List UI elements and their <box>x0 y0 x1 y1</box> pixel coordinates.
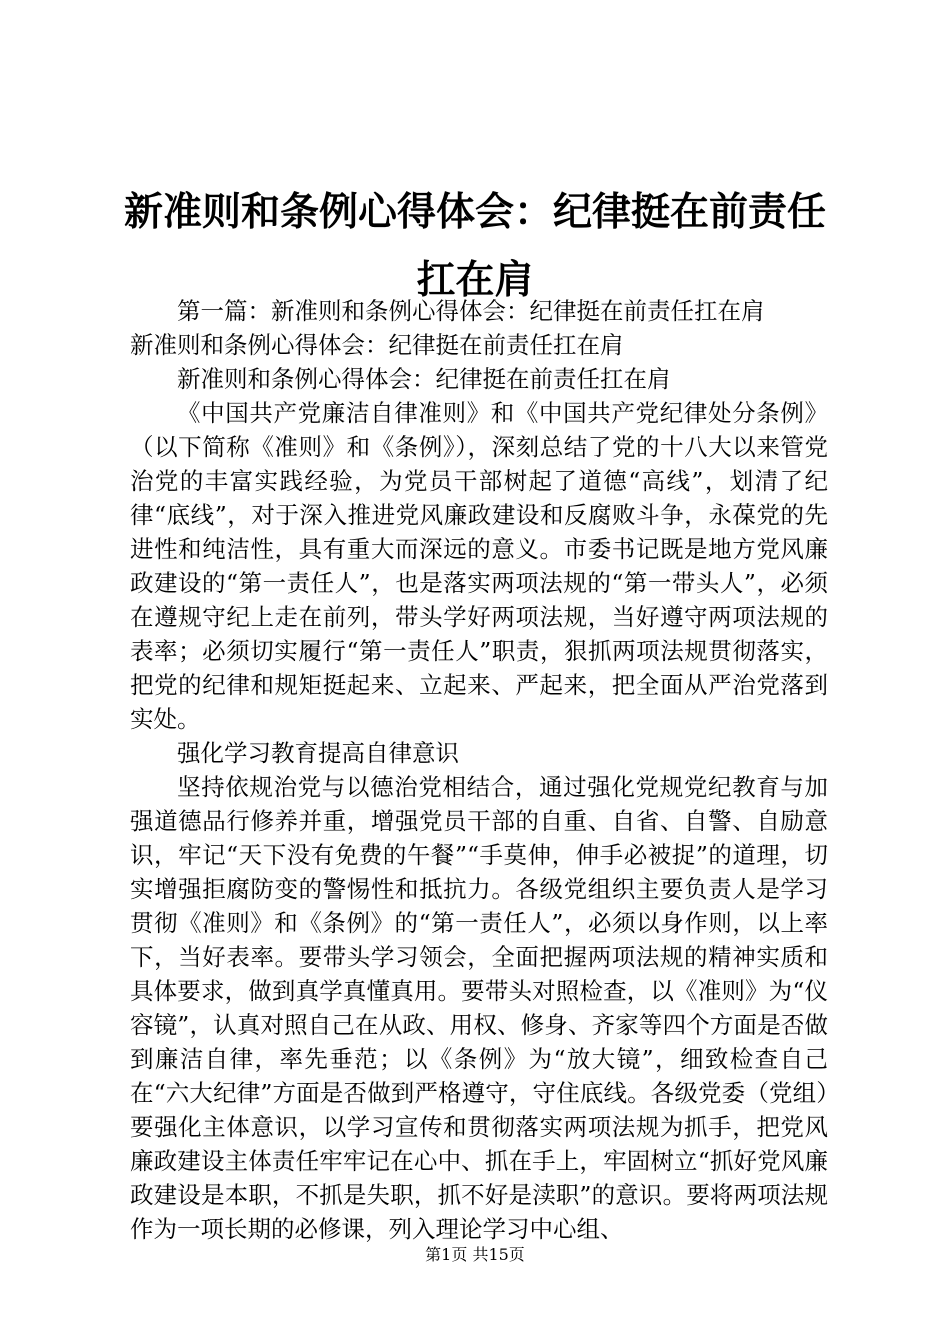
paragraph-subtitle: 新准则和条例心得体会：纪律挺在前责任扛在肩 <box>130 331 624 359</box>
paragraph-section-heading: 第一篇：新准则和条例心得体会：纪律挺在前责任扛在肩 <box>177 297 765 325</box>
document-body <box>130 294 828 1246</box>
page-number: 第1页 共15页 <box>425 1245 525 1264</box>
paragraph-study-body: 坚持依规治党与以德治党相结合，通过强化党规党纪教育与加强道德品行修养并重，增强党员干部的自重、自省、自警、自励意识，牢记“天下没有免费的午餐”“手莫伸，伸手必被捉”的道理，切实增强拒腐防变的警惕性和抵抗力。各级党组织主要负责人是学习贯彻《准则》和《条例》的“第一责任人”，必须以身作则，以上率下，当好表率。要带头学习领会，全面把握两项法规的精神实质和具体要求，做到真学真懂真用。要带头对照检查，以《准则》为“仪容镜”，认真对照自己在从政、用权、修身、齐家等四个方面是否做到廉洁自律，率先垂范；以《条例》为“放大镜”，细致检查自己在“六大纪律”方面是否做到严格遵守，守住底线。各级党委（党组）要强化主体意识，以学习宣传和贯彻落实两项法规为抓手，把党风廉政建设主体责任牢牢记在心中、抓在手上，牢固树立“抓好党风廉政建设是本职，不抓是失职，抓不好是渎职”的意识。要将两项法规作为一项长期的必修课，列入理论学习中心组、 <box>130 773 828 1243</box>
paragraph-heading-study: 强化学习教育提高自律意识 <box>177 739 459 767</box>
document-title: 新准则和条例心得体会：纪律挺在前责任扛在肩 <box>123 189 826 303</box>
paragraph-subtitle-repeat: 新准则和条例心得体会：纪律挺在前责任扛在肩 <box>177 365 671 393</box>
paragraph-intro: 《中国共产党廉洁自律准则》和《中国共产党纪律处分条例》（以下简称《准则》和《条例》），深刻总结了党的十八大以来管党治党的丰富实践经验，为党员干部树起了道德“高线”，划清了纪律“底线”，对于深入推进党风廉政建设和反腐败斗争，永葆党的先进性和纯洁性，具有重大而深远的意义。市委书记既是地方党风廉政建设的“第一责任人”，也是落实两项法规的“第一带头人”，必须在遵规守纪上走在前列，带头学好两项法规，当好遵守两项法规的表率；必须切实履行“第一责任人”职责，狠抓两项法规贯彻落实，把党的纪律和规矩挺起来、立起来、严起来，把全面从严治党落到实处。 <box>130 399 828 733</box>
